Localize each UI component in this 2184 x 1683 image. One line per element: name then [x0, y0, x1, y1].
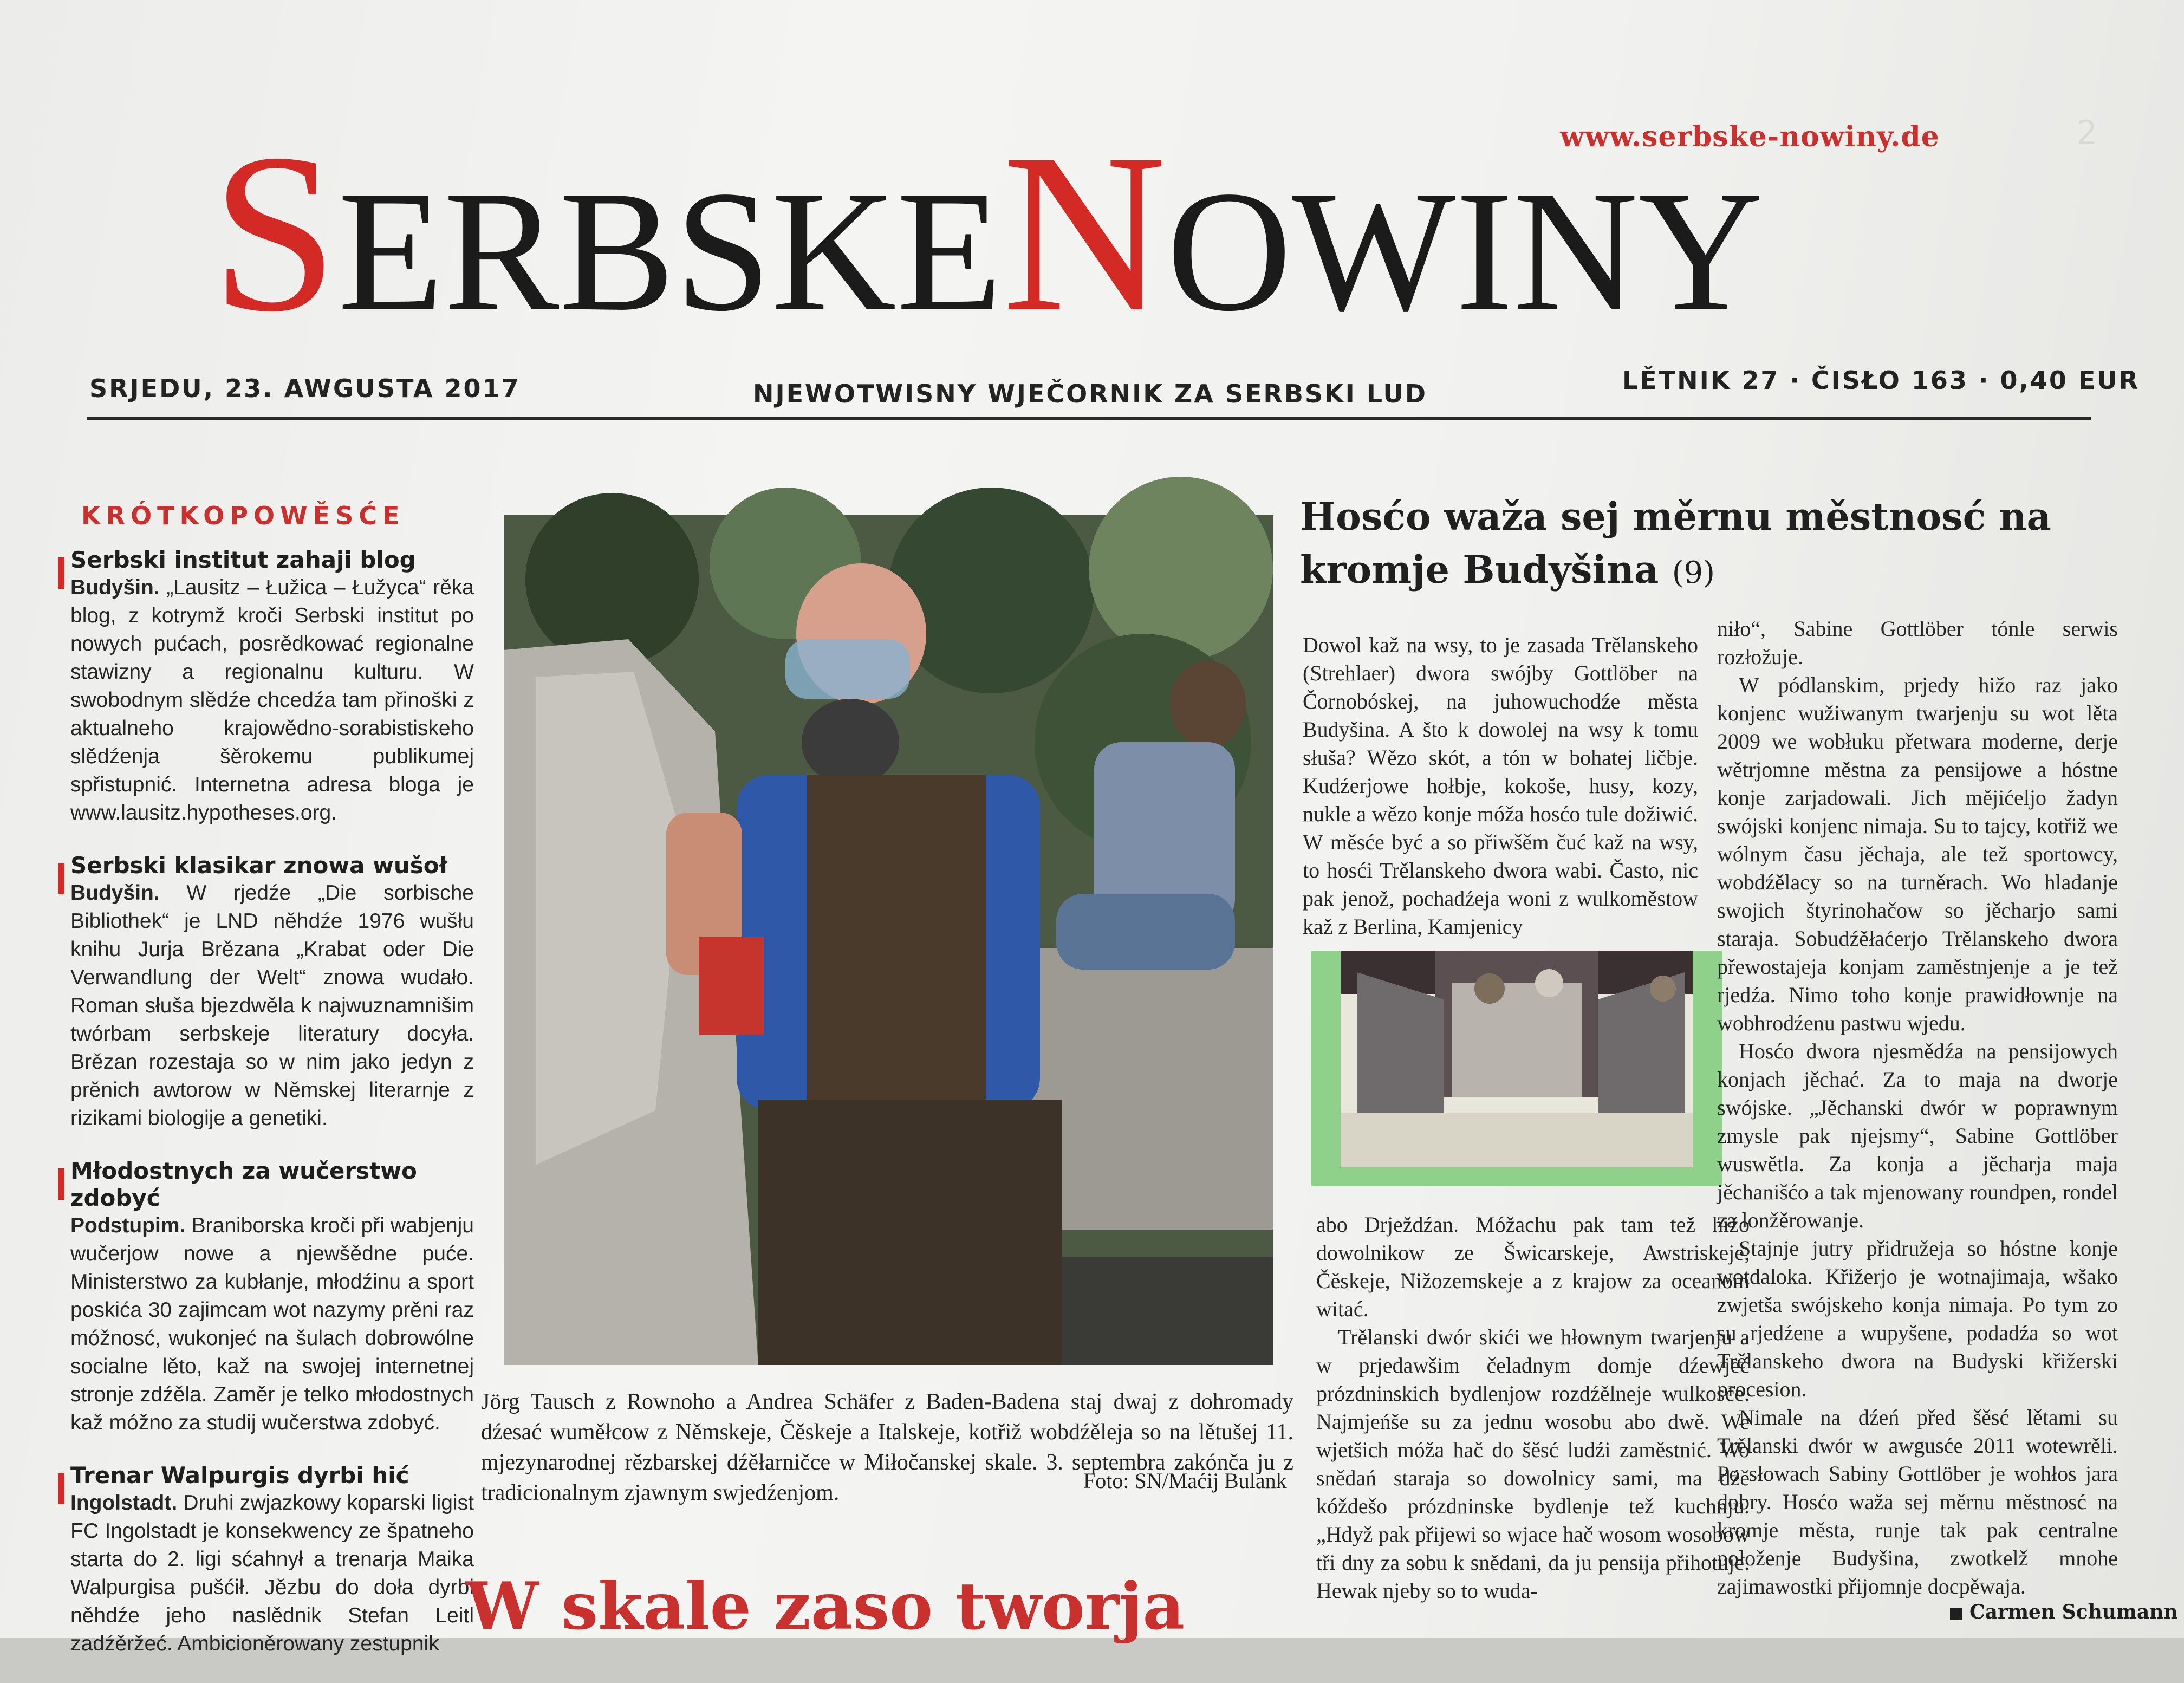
article-paragraph: Dowol kaž na wsy, to je zasada Trělanskeho (Strehlaer) dwora swójby Gottlöber na Čornobóskej, na juhowuchodźe města Budyšina. A što k dowolej na wsy k tomu słuša? Wězo skót, a tón w bohatej ličbje. Kudźerjowe hołbje, kokoše, husy, kozy, nukle a wězo konje móža hosćo tule dožiwić. W měsće być a so přiwšěm čuć kaž na wsy, to hosći Trělanskeho dwora wabi. Často, nic pak jenož, pochadźeja woni z wulkoměstow kaž z Berlina, Kamjenicy — [1303, 633, 1698, 939]
brief-item — [51, 1158, 474, 1437]
article-column-3 — [1717, 615, 2118, 1601]
sculptor-photo — [504, 515, 1273, 1365]
article-paragraph: niło“, Sabine Gottlöber tónle serwis rozłožuje. — [1717, 616, 2118, 669]
brief-item — [51, 547, 474, 827]
brief-body — [70, 879, 474, 1133]
stable-drawing — [1311, 951, 1722, 1186]
brief-body — [70, 1212, 474, 1437]
brief-title: Trenar Walpurgis dyrbi hić — [70, 1462, 410, 1489]
article-paragraph: Nimale na dźeń před šěsć lětami su Trělanski dwór w awgusće 2011 wotewrěli. Po słowach Sabiny Gottlöber je wohłos jara dobry. Hosćo waža sej měrnu městnosć na kromje města, runje tak pak centralne połoženje Budyšina, zwotkelž mnohe zajimawostki přijomnje docpěwaja. — [1717, 1405, 2118, 1598]
article-headline — [1300, 490, 2123, 600]
issue-date: SRJEDU, 23. AWGUSTA 2017 — [89, 374, 521, 403]
brief-place: Budyšin. — [70, 576, 160, 599]
article-column-1 — [1303, 631, 1698, 941]
brief-marker — [58, 557, 64, 589]
brief-title: Serbski klasikar znowa wušoł — [70, 852, 448, 879]
brief-place: Podstupim. — [70, 1214, 186, 1237]
masthead-rule — [87, 417, 2091, 420]
stable-illustration — [1311, 951, 1722, 1186]
brief-marker — [58, 1473, 64, 1504]
title-word-serbske: ERBSKE — [337, 155, 1003, 347]
corner-page-number: 2 — [2076, 114, 2097, 152]
headline-text: Hosćo waža sej měrnu městnosć na kromje Budyšina — [1300, 494, 2051, 592]
tagline: NJEWOTWISNY WJEČORNIK ZA SERBSKI LUD — [753, 379, 1428, 408]
photo-credit: Foto: SN/Maćij Bulank — [1083, 1468, 1287, 1493]
photo-caption: Jörg Tausch z Rownoho a Andrea Schäfer z Baden-Badena staj dwaj z dohromady dźesać wuměłcow z Němskeje, Čěskeje a Italskeje, kotřiž wobdźěleja so na lětušej 11. mjezynarodnej rězbarskej dźěłarničce w Miłočanskej skale. 3. septembra zakónča ju z tradicionalnym zjawnym swjedźenjom. — [481, 1389, 1294, 1505]
title-word-nowiny: OWINY — [1166, 155, 1764, 347]
article-paragraph: Hosćo dwora njesmědźa na pensijowych konjach jěchać. Za to maja na dworje swójske. „Jěchanski dwór w poprawnym zmysle pak njejsmy“, Sabine Gottlöber wuswětla. Za konja a jěcharja maja jěchanišćo a tak mjenowany roundpen, rondel za lonžěrowanje. — [1717, 1039, 2118, 1232]
website-url[interactable]: www.serbske-nowiny.de — [1560, 120, 1940, 153]
title-initial-n: N — [1002, 107, 1167, 359]
brief-place: Budyšin. — [70, 881, 160, 905]
brief-title: Serbski institut zahaji blog — [70, 547, 416, 573]
briefs-column — [51, 501, 474, 1683]
brief-body — [70, 574, 474, 827]
brief-text: Braniborska kroči při wabjenju wučerjow nowe a njewšědne puće. Ministerstwo za kubłanje, młodźinu a sport poskića 30 zajimcam wot nazymy prěni raz móžnosć, wukonjeć na šulach dobrowólne socialne lěto, kaž na swojej internetnej stronje zdźěla. Zaměr je telko młodostnych kaž móžno za studij wučerstwa zdobyć. — [70, 1214, 474, 1434]
brief-body — [70, 1489, 474, 1658]
article-column-2 — [1316, 1211, 1750, 1605]
issue-info: LĚTNIK 27 · ČISŁO 163 · 0,40 EUR — [1622, 366, 2140, 395]
article-paragraph: Trělanski dwór skići we hłownym twarjenju a w prjedawšim čeladnym domje dźewjeć prózdninskich bydlenjow rozdźělneje wulkosće. Najmjeńše su za jednu wosobu abo dwě. We wjetšich móža hač do šěsć ludźi zaměstnić. Wo snědań staraja so dowolnicy sami, ma dźě kóždešo prózdninske bydlenje tež kuchnju. „Hdyž pak přijewi so wjace hač wosom wosobow tři dny za sobu k snědani, da ju pensija přihotuje. Hewak njeby so to wuda- — [1316, 1325, 1750, 1603]
brief-place: Ingolstadt. — [70, 1491, 178, 1515]
brief-marker — [58, 1168, 64, 1200]
briefs-heading: KRÓTKOPOWĚSĆE — [81, 501, 405, 530]
title-initial-s: S — [211, 107, 338, 359]
brief-item — [51, 1462, 474, 1658]
bottom-headline: W skale zaso tworja — [466, 1568, 1185, 1645]
photo-illustration — [504, 515, 1273, 1365]
article-paragraph: abo Drježdźan. Móžachu pak tam tež hižo dowolnikow ze Šwicarskeje, Awstriskeje, Čěskeje, Nižozemskeje a z krajow za oceanom witać. — [1316, 1212, 1750, 1321]
series-number: (9) — [1672, 555, 1715, 590]
article-author: Carmen Schumann — [1950, 1601, 2178, 1623]
brief-item — [51, 852, 474, 1133]
brief-title: Młodostnych za wučerstwo zdobyć — [70, 1158, 417, 1211]
article-paragraph: Stajnje jutry přidružeja so hóstne konje wotdaloka. Křižerjo je wotnajimaja, wšako zwjetša swójskeho konja nimaja. Po tym zo su rjedźene a wupyšene, podadźa so wot Trělanskeho dwora na Budyski křižerski procesion. — [1717, 1236, 2118, 1401]
brief-text: W rjedźe „Die sorbische Bibliothek“ je LND něhdźe 1976 wušłu knihu Jurja Brězana „Krabat oder Die Verwandlung der Welt“ znowa wudało. Roman słuša bjezdwěla k najwuznamnišim twórbam serbskeje literatury docyła. Brězan rozestaja so w nim jako jedyn z prěnich awtorow w Němskej literarnje z rizikami biologije a genetiki. — [70, 881, 474, 1130]
brief-marker — [58, 863, 64, 894]
brief-text: „Lausitz – Łužica – Łužyca“ rěka blog, z kotrymž kroči Serbski institut po nowych pućach, posrědkować regionalne stawizny a regionalnu kulturu. W swobodnym slědźe chcedźa tam přinoški z aktualneho krajowědno-sorabistiskeho slědźenja šěrokemu publikumej spřistupnić. Internetna adresa bloga je www.lausitz.hypotheses.org. — [70, 576, 474, 824]
article-paragraph: W pódlanskim, prjedy hižo raz jako konjenc wužiwanym twarjenju su wot lěta 2009 we wobłuku přetwara moderne, derje wětrjomne městna za pensijowe a hóstne konje zarjadowali. Jich mějićeljo žadyn swójski konjenc nimaja. Su to tajcy, kotřiž we wólnym času jěchaja, ale tež sportowcy, wobdźělacy so na turněrach. Wo hladanje swojich štyrinohačow so jěcharjo sami staraja. Sobudźěłaćerjo Trělanskeho dwora přewostajeja konjam zaměstnjenje a je tež rjedźa. Nimo toho konje prawidłownje na wobhrodźenu pastwu wjedu. — [1717, 673, 2118, 1035]
brief-text: Druhi zwjazkowy koparski ligist FC Ingolstadt je konsekwency ze špatneho starta do 2. ligi sćahnył a trenarja Maika Walpurgisa pušćił. Jězbu do doła dyrbi něhdźe jeho naslědnik Stefan Leitl zadźěržeć. Ambicioněrowany zestupnik — [70, 1491, 474, 1655]
newspaper-title — [211, 107, 1977, 359]
